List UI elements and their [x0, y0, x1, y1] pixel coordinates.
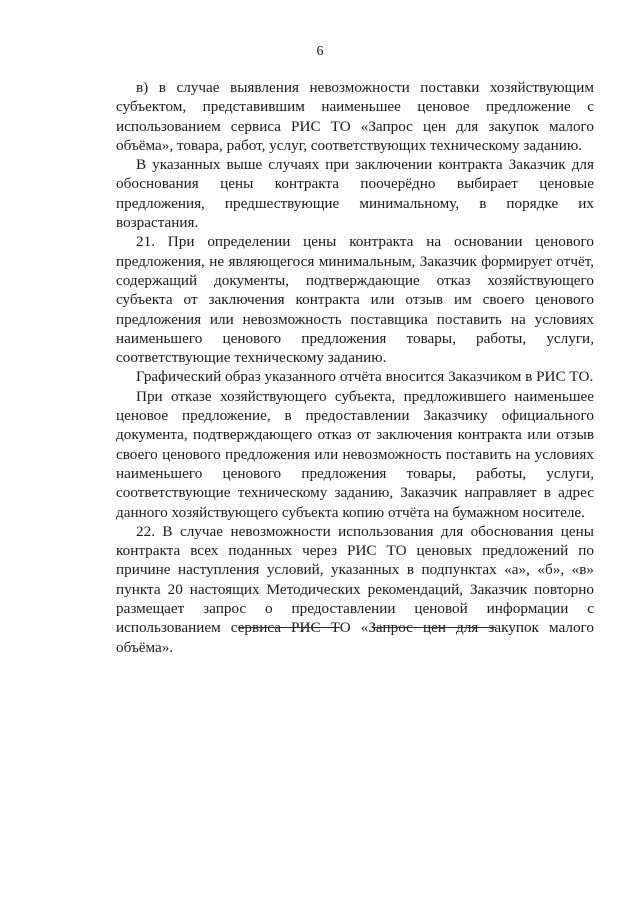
- document-body: [116, 78, 594, 657]
- paragraph-cases: В указанных выше случаях при заключении контракта Заказчик для обоснования цены контракта поочерёдно выбирает ценовые предложения, предшествующие минимальному, в порядке их возрастания.: [116, 156, 594, 232]
- paragraph-refusal: При отказе хозяйствующего субъекта, предложившего наименьшее ценовое предложение, в предоставлении Заказчику официального документа, подтверждающего отказ от заключения контракта или отзыв своего ценового предложения или невозможность поставить на условиях наименьшего ценового предложения товары, работы, услуги, соответствующие техническому заданию, Заказчик направляет в адрес данного хозяйствующего субъекта копию отчёта на бумажном носителе.: [116, 387, 594, 521]
- closing-rule-right: [372, 627, 496, 628]
- page-number: 6: [316, 44, 324, 59]
- closing-rule-left: [238, 627, 340, 628]
- paragraph-point-21: 21. При определении цены контракта на основании ценового предложения, не являющегося минимальным, Заказчик формирует отчёт, содержащий документы, подтверждающие отказ хозяйствующего субъекта от заключения контракта или отзыв им своего ценового предложения или невозможность поставщика поставить на условиях наименьшего ценового предложения товары, работы, услуги, соответствующие техническому заданию.: [116, 233, 594, 367]
- paragraph-item-v: в) в случае выявления невозможности поставки хозяйствующим субъектом, представившим наименьшее ценовое предложение с использованием сервиса РИС ТО «Запрос цен для закупок малого объёма», товара, работ, услуг, соответствующих техническому заданию.: [116, 79, 594, 154]
- paragraph-graphic-image: Графический образ указанного отчёта вносится Заказчиком в РИС ТО.: [136, 368, 594, 386]
- closing-rule: [0, 627, 640, 631]
- paragraph-point-22: 22. В случае невозможности использования для обоснования цены контракта всех поданных через РИС ТО ценовых предложений по причине наступления условий, указанных в подпунктах «а», «б», «в» пункта 20 настоящих Методических рекомендаций, Заказчик повторно размещает запрос о предоставлении ценовой информации с использованием сервиса РИС ТО «Запрос цен для закупок малого объёма».: [116, 522, 594, 656]
